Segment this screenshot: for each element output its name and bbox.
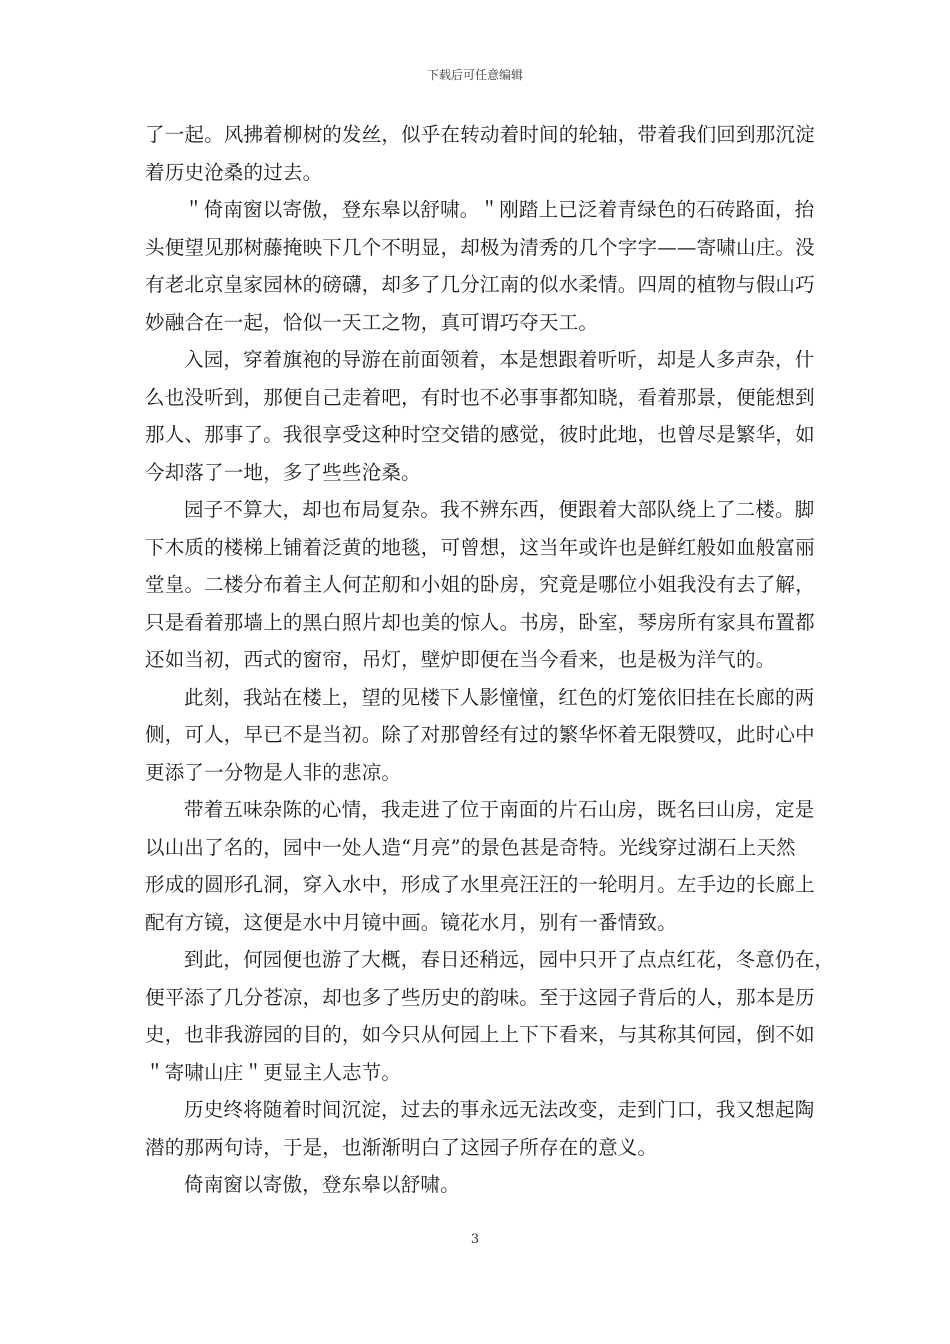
text-line: 堂皇。二楼分布着主人何芷舠和小姐的卧房，究竟是哪位小姐我没有去了解， [145, 573, 815, 596]
paragraph [145, 941, 835, 1091]
text-line: 还如当初，西式的窗帘，吊灯，壁炉即便在当今看来，也是极为洋气的。 [145, 648, 776, 671]
text-line: 园子不算大，却也布局复杂。我不辨东西，便跟着大部队绕上了二楼。脚 [184, 498, 815, 521]
paragraph [145, 1091, 815, 1166]
text-line: 入园，穿着旗袍的导游在前面领着，本是想跟着听听，却是人多声杂，什 [184, 348, 815, 371]
text-line: 便平添了几分苍凉，却也多了些历史的韵味。至于这园子背后的人，那本是历 [145, 985, 815, 1009]
text-line: 此刻，我站在楼上，望的见楼下人影憧憧，红色的灯笼依旧挂在长廊的两 [184, 685, 815, 709]
page-header: 下载后可任意编辑 [426, 68, 523, 82]
text-line: ＂寄啸山庄＂更显主人志节。 [145, 1060, 402, 1084]
paragraph [145, 116, 815, 191]
text-line: 以山出了名的，园中一处人造“月亮”的景色甚是奇特。光线穿过湖石上天然 [145, 835, 796, 859]
text-line: 史，也非我游园的目的，如今只从何园上上下下看来，与其称其何园，倒不如 [145, 1023, 815, 1046]
text-line: 只是看着那墙上的黑白照片却也美的惊人。书房，卧室，琴房所有家具布置都 [145, 610, 815, 634]
text-line: 倚南窗以寄傲，登东皋以舒啸。 [184, 1173, 460, 1196]
paragraph [145, 341, 815, 491]
text-line: ＂倚南窗以寄傲，登东皋以舒啸。＂刚踏上已泛着青绿色的石砖路面，抬 [184, 198, 815, 221]
text-line: 到此，何园便也游了大概，春日还稍远，园中只开了点点红花，冬意仍在， [184, 948, 835, 971]
paragraph [145, 679, 815, 792]
page-number: 3 [470, 1232, 480, 1247]
text-line: 了一起。风拂着柳树的发丝，似乎在转动着时间的轮轴，带着我们回到那沉淀 [145, 123, 815, 146]
text-line: 着历史沧桑的过去。 [145, 160, 323, 184]
document-body [145, 116, 835, 1204]
paragraph [145, 191, 815, 341]
paragraph [145, 791, 815, 941]
text-line: 侧，可人，早已不是当初。除了对那曾经有过的繁华怀着无限赞叹，此时心中 [145, 723, 815, 746]
text-line: 有老北京皇家园林的磅礴，却多了几分江南的似水柔情。四周的植物与假山巧 [145, 273, 815, 296]
text-line: 历史终将随着时间沉淀，过去的事永远无法改变，走到门口，我又想起陶 [184, 1098, 815, 1121]
text-line: 潜的那两句诗，于是，也渐渐明白了这园子所存在的意义。 [145, 1135, 658, 1159]
text-line: 下木质的楼梯上铺着泛黄的地毯，可曾想，这当年或许也是鲜红般如血般富丽 [145, 535, 815, 559]
text-line: 形成的圆形孔洞，穿入水中，形成了水里亮汪汪的一轮明月。左手边的长廊上 [145, 873, 815, 896]
text-line: 妙融合在一起，恰似一天工之物，真可谓巧夺天工。 [145, 310, 599, 334]
text-line: 那人、那事了。我很享受这种时空交错的感觉，彼时此地，也曾尽是繁华，如 [145, 423, 815, 446]
text-line: 配有方镜，这便是水中月镜中画。镜花水月，别有一番情致。 [145, 910, 677, 934]
text-line: 今却落了一地，多了些些沧桑。 [145, 460, 421, 484]
text-line: 么也没听到，那便自己走着吧，有时也不必事事都知晓，看着那景，便能想到 [145, 385, 815, 409]
text-line: 带着五味杂陈的心情，我走进了位于南面的片石山房，既名曰山房，定是 [184, 798, 815, 821]
text-line: 头便望见那树藤掩映下几个不明显，却极为清秀的几个字字——寄啸山庄。没 [145, 235, 815, 259]
paragraph [145, 491, 815, 679]
text-line: 更添了一分物是人非的悲凉。 [145, 760, 402, 784]
paragraph [145, 1166, 810, 1204]
